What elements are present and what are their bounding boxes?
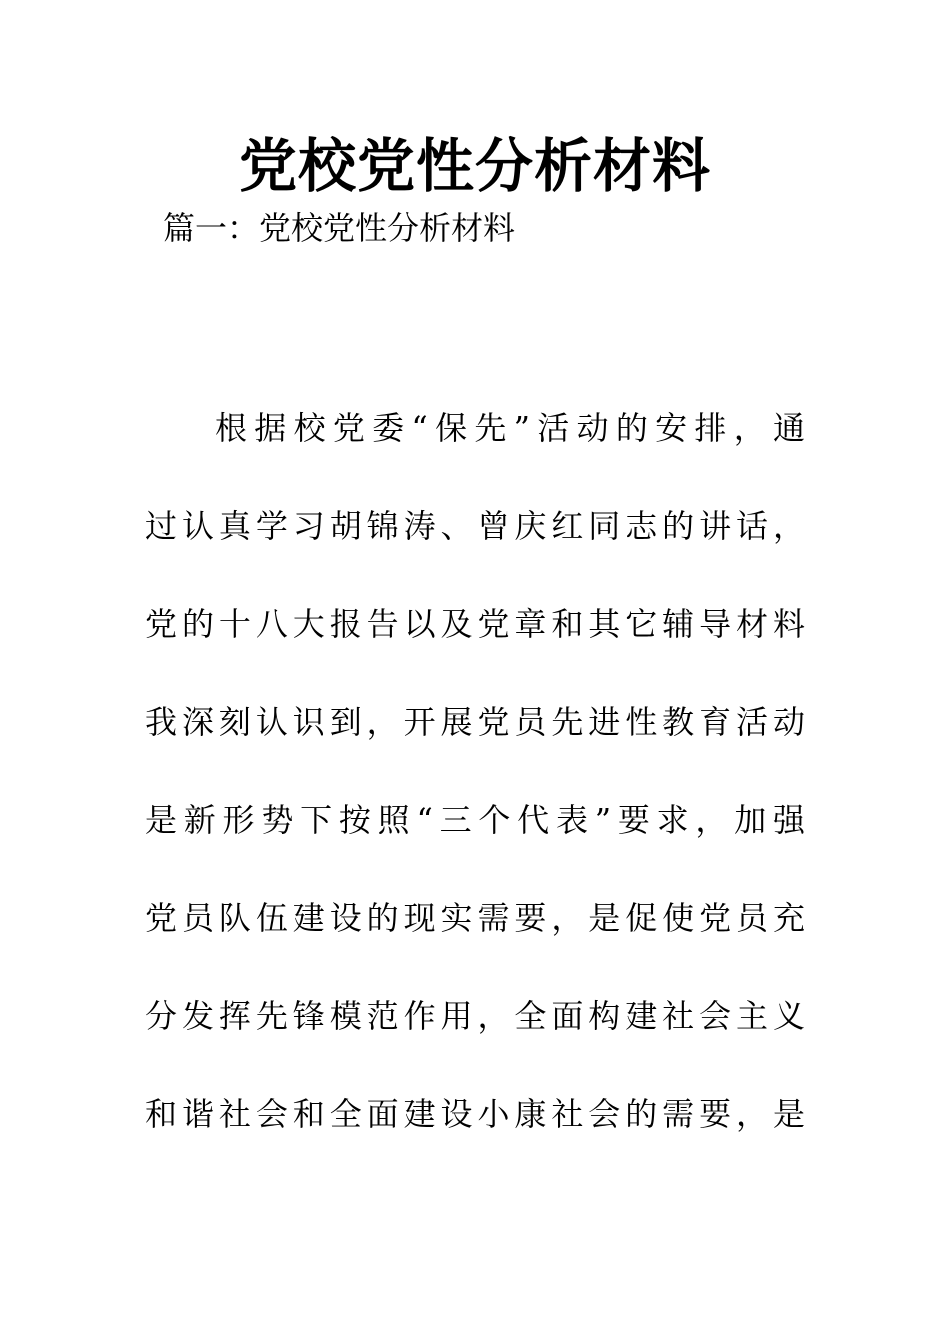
body-line: 分发挥先锋模范作用，全面构建社会主义: [145, 997, 805, 1035]
body-line: 是新形势下按照“三个代表”要求，加强: [145, 801, 805, 839]
body-line: 根据校党委“保先”活动的安排，通: [215, 409, 805, 447]
body-line: 党员队伍建设的现实需要，是促使党员充: [145, 899, 805, 937]
document-subtitle: 篇一：党校党性分析材料: [163, 209, 516, 247]
body-paragraph: [145, 398, 805, 1182]
document-title: 党校党性分析材料: [238, 132, 711, 200]
body-line: 我深刻认识到，开展党员先进性教育活动: [145, 703, 805, 741]
body-line: 和谐社会和全面建设小康社会的需要，是: [145, 1095, 805, 1133]
body-line: 党的十八大报告以及党章和其它辅导材料: [145, 605, 805, 643]
body-line: 过认真学习胡锦涛、曾庆红同志的讲话，: [145, 507, 805, 545]
